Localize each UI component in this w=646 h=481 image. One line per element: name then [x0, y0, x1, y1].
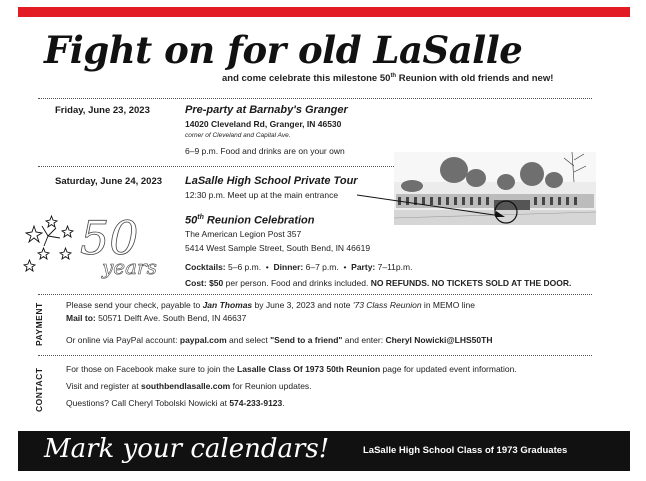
- preparty-address: 14020 Cleveland Rd, Granger, IN 46530: [185, 119, 342, 129]
- payment-online-line: Or online via PayPal account: paypal.com and select "Send to a friend" and enter: Cheryl Nowicki@LHS50TH: [66, 335, 493, 345]
- divider: [38, 294, 592, 295]
- preparty-note: corner of Cleveland and Capital Ave.: [185, 132, 291, 139]
- subheadline: and come celebrate this milestone 50th Reunion with old friends and new!: [222, 73, 554, 85]
- contact-phone-line: Questions? Call Cheryl Tobolski Nowicki at 574-233-9123.: [66, 398, 285, 408]
- divider: [38, 355, 592, 356]
- preparty-title: Pre-party at Barnaby's Granger: [185, 104, 348, 116]
- preparty-date: Friday, June 23, 2023: [55, 105, 150, 116]
- tour-date: Saturday, June 24, 2023: [55, 176, 163, 187]
- fireworks-icon: [24, 216, 73, 271]
- payment-label: PAYMENT: [34, 302, 44, 346]
- preparty-time: 6–9 p.m. Food and drinks are on your own: [185, 146, 345, 156]
- celebration-title: 50th Reunion Celebration: [185, 214, 315, 227]
- pointer-arrow: [355, 190, 515, 220]
- contact-facebook-line: For those on Facebook make sure to join the Lasalle Class Of 1973 50th Reunion page for updated event information.: [66, 364, 517, 374]
- footer-class: LaSalle High School Class of 1973 Graduates: [363, 445, 568, 456]
- celebration-venue: The American Legion Post 357: [185, 229, 302, 239]
- divider: [38, 166, 394, 167]
- payment-check-line: Please send your check, payable to Jan Thomas by June 3, 2023 and note '73 Class Reunion in MEMO line: [66, 300, 475, 310]
- tour-title: LaSalle High School Private Tour: [185, 175, 358, 187]
- tour-time: 12:30 p.m. Meet up at the main entrance: [185, 190, 339, 200]
- celebration-address: 5414 West Sample Street, South Bend, IN 46619: [185, 243, 371, 253]
- contact-label: CONTACT: [34, 367, 44, 412]
- top-red-bar: [18, 7, 630, 17]
- contact-website-line: Visit and register at southbendlasalle.com for Reunion updates.: [66, 381, 312, 391]
- celebration-schedule: Cocktails: 5–6 p.m. • Dinner: 6–7 p.m. • Party: 7–11p.m.: [185, 262, 413, 272]
- footer-tagline: Mark your calendars!: [44, 434, 330, 464]
- fifty-years-emblem: [20, 210, 172, 280]
- svg-text:50: 50: [80, 211, 139, 265]
- celebration-cost: Cost: $50 per person. Food and drinks included. NO REFUNDS. NO TICKETS SOLD AT THE DOOR.: [185, 278, 572, 288]
- svg-text:years: years: [102, 255, 157, 279]
- payment-mail-line: Mail to: 50571 Delft Ave. South Bend, IN 46637: [66, 313, 247, 323]
- divider: [38, 98, 592, 99]
- headline: Fight on for old LaSalle: [44, 28, 523, 72]
